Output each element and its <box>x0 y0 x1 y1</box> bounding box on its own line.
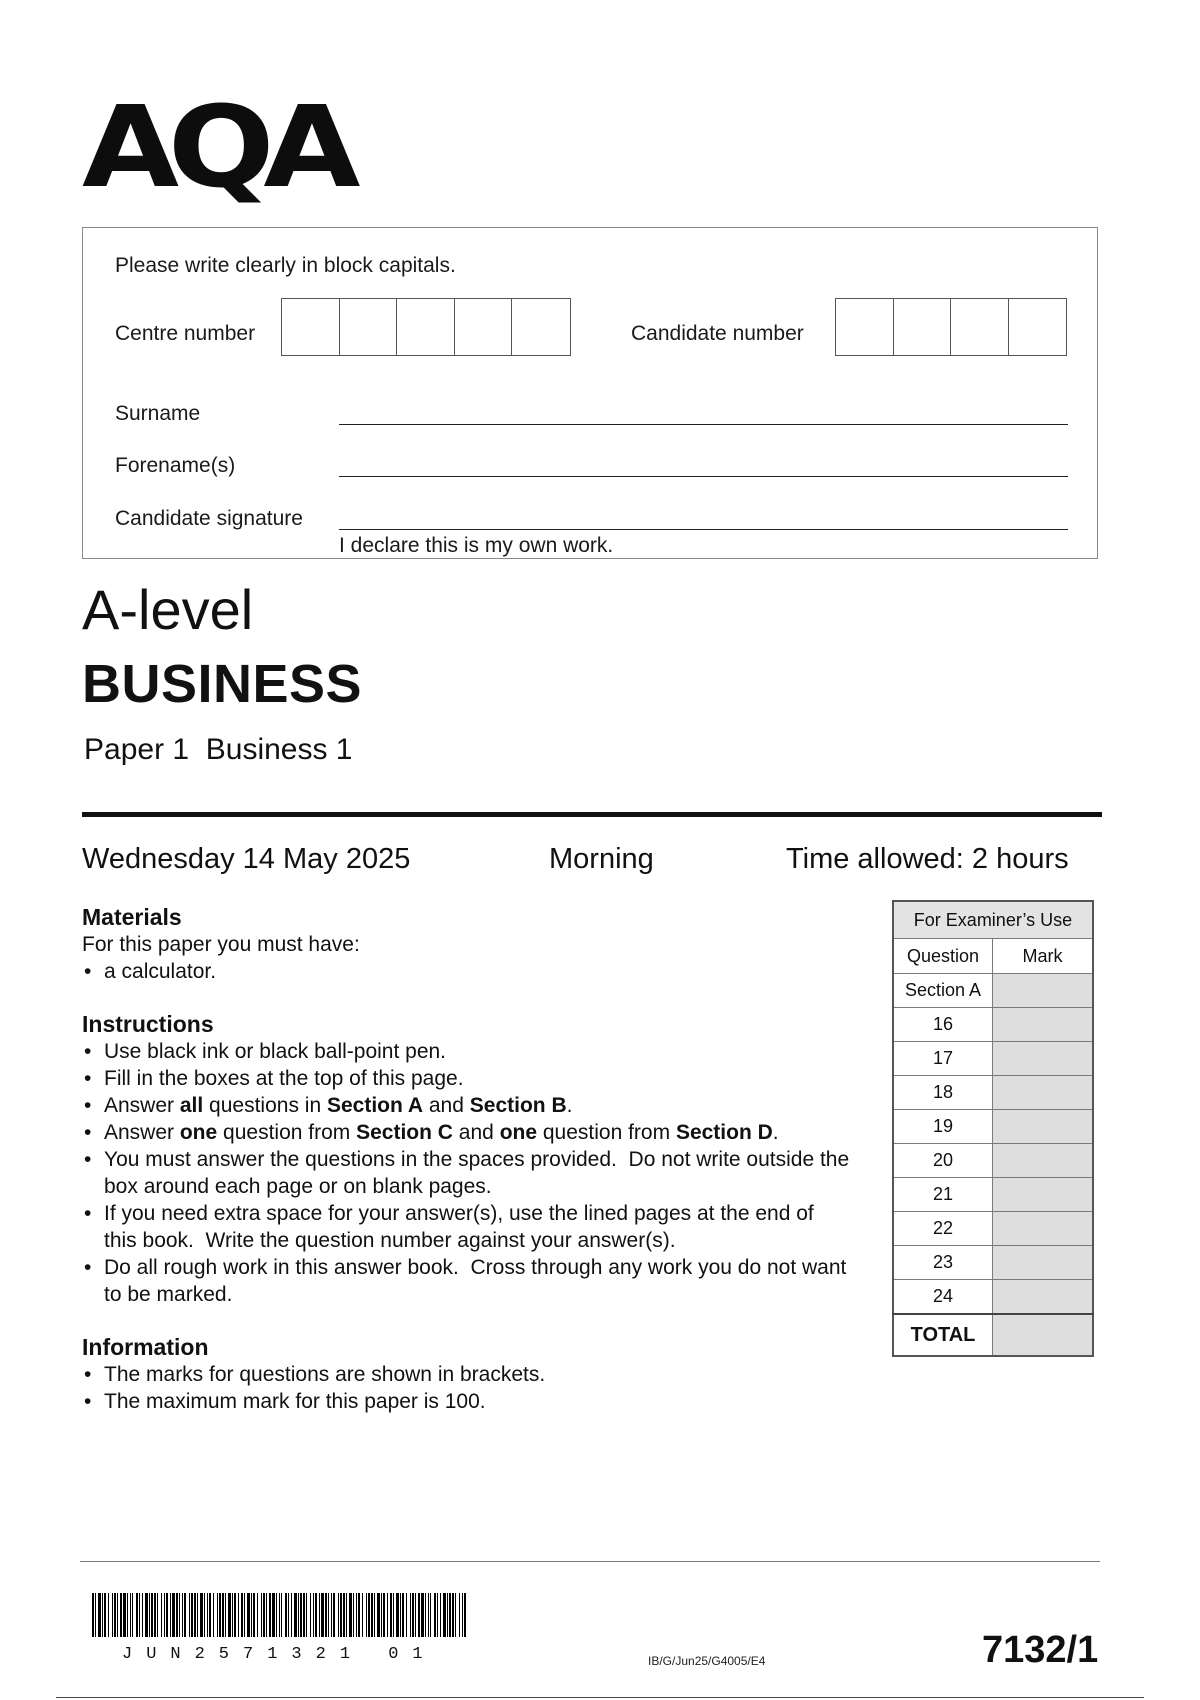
paper-title: Paper 1 Business 1 <box>84 733 353 766</box>
candidate-number-digit-box[interactable] <box>836 299 894 355</box>
candidate-number-boxes <box>835 298 1067 356</box>
total-label: TOTAL <box>893 1314 993 1356</box>
list-item: • Use black ink or black ball-point pen. <box>82 1038 852 1065</box>
mark-cell <box>993 1110 1094 1144</box>
centre-number-digit-box[interactable] <box>397 299 455 355</box>
mark-cell <box>993 1178 1094 1212</box>
time-allowed: Time allowed: 2 hours <box>786 843 1069 875</box>
footer-divider <box>80 1561 1100 1562</box>
surname-line[interactable] <box>339 424 1068 425</box>
question-cell: 24 <box>893 1280 993 1315</box>
question-column-header: Question <box>893 939 993 974</box>
question-cell: 23 <box>893 1246 993 1280</box>
barcode-text: JUN2571321 01 <box>122 1645 437 1664</box>
signature-line[interactable] <box>339 529 1068 530</box>
page-bottom-rule <box>56 1697 1144 1698</box>
exam-session: Morning <box>549 843 654 875</box>
aqa-logo: AQA <box>82 83 350 213</box>
question-cell: 21 <box>893 1178 993 1212</box>
list-item: • Answer one question from Section C and one question from Section D. <box>82 1119 852 1146</box>
mark-cell <box>993 1212 1094 1246</box>
mark-cell <box>993 1144 1094 1178</box>
candidate-details-box <box>82 227 1098 559</box>
list-item: • a calculator. <box>82 958 852 985</box>
question-cell: 18 <box>893 1076 993 1110</box>
materials-intro: For this paper you must have: <box>82 933 360 956</box>
mark-column-header: Mark <box>993 939 1094 974</box>
question-cell: 22 <box>893 1212 993 1246</box>
centre-number-label: Centre number <box>115 322 256 345</box>
title-divider <box>82 812 1102 817</box>
mark-cell <box>993 1280 1094 1315</box>
candidate-number-digit-box[interactable] <box>1009 299 1067 355</box>
question-cell: 17 <box>893 1042 993 1076</box>
list-item: • The maximum mark for this paper is 100. <box>82 1388 852 1415</box>
instructions-section <box>82 1011 856 1308</box>
mark-cell <box>993 1042 1094 1076</box>
barcode-bar <box>466 1593 468 1637</box>
subject-title: BUSINESS <box>82 654 363 714</box>
total-mark-cell <box>993 1314 1094 1356</box>
barcode <box>92 1593 474 1637</box>
declaration-text: I declare this is my own work. <box>339 534 614 557</box>
question-cell: 16 <box>893 1008 993 1042</box>
question-cell: 20 <box>893 1144 993 1178</box>
list-item: • The marks for questions are shown in brackets. <box>82 1361 852 1388</box>
mark-cell <box>993 1008 1094 1042</box>
block-capitals-instruction: Please write clearly in block capitals. <box>115 254 456 277</box>
information-heading: Information <box>82 1334 209 1360</box>
candidate-number-digit-box[interactable] <box>951 299 1009 355</box>
materials-list <box>82 958 852 985</box>
surname-label: Surname <box>115 402 201 425</box>
exam-date: Wednesday 14 May 2025 <box>82 843 411 875</box>
centre-number-boxes <box>281 298 571 356</box>
materials-heading: Materials <box>82 904 182 930</box>
paper-code: 7132/1 <box>982 1629 1099 1671</box>
mark-cell <box>993 974 1094 1008</box>
document-reference: IB/G/Jun25/G4005/E4 <box>648 1654 766 1668</box>
list-item: • Do all rough work in this answer book. Cross through any work you do not want to be marked. <box>82 1254 852 1308</box>
information-list <box>82 1361 852 1415</box>
candidate-number-digit-box[interactable] <box>894 299 952 355</box>
mark-cell <box>993 1076 1094 1110</box>
forenames-label: Forename(s) <box>115 454 236 477</box>
centre-number-digit-box[interactable] <box>340 299 398 355</box>
question-cell: 19 <box>893 1110 993 1144</box>
qualification-title: A-level <box>82 578 254 641</box>
forenames-line[interactable] <box>339 476 1068 477</box>
centre-number-digit-box[interactable] <box>455 299 513 355</box>
examiners-use-title: For Examiner’s Use <box>893 901 1093 939</box>
list-item: • Answer all questions in Section A and Section B. <box>82 1092 852 1119</box>
materials-section <box>82 904 852 985</box>
question-cell: Section A <box>893 974 993 1008</box>
centre-number-digit-box[interactable] <box>282 299 340 355</box>
examiners-use-table <box>892 900 1094 1357</box>
centre-number-digit-box[interactable] <box>512 299 570 355</box>
candidate-number-label: Candidate number <box>631 322 804 345</box>
instructions-list <box>82 1038 856 1308</box>
signature-label: Candidate signature <box>115 507 303 530</box>
list-item: • If you need extra space for your answer(s), use the lined pages at the end of this book. Write the question number against your answer(s). <box>82 1200 852 1254</box>
mark-cell <box>993 1246 1094 1280</box>
information-section <box>82 1334 852 1415</box>
instructions-heading: Instructions <box>82 1011 214 1037</box>
list-item: • Fill in the boxes at the top of this page. <box>82 1065 852 1092</box>
list-item: • You must answer the questions in the spaces provided. Do not write outside the box around each page or on blank pages. <box>82 1146 852 1200</box>
